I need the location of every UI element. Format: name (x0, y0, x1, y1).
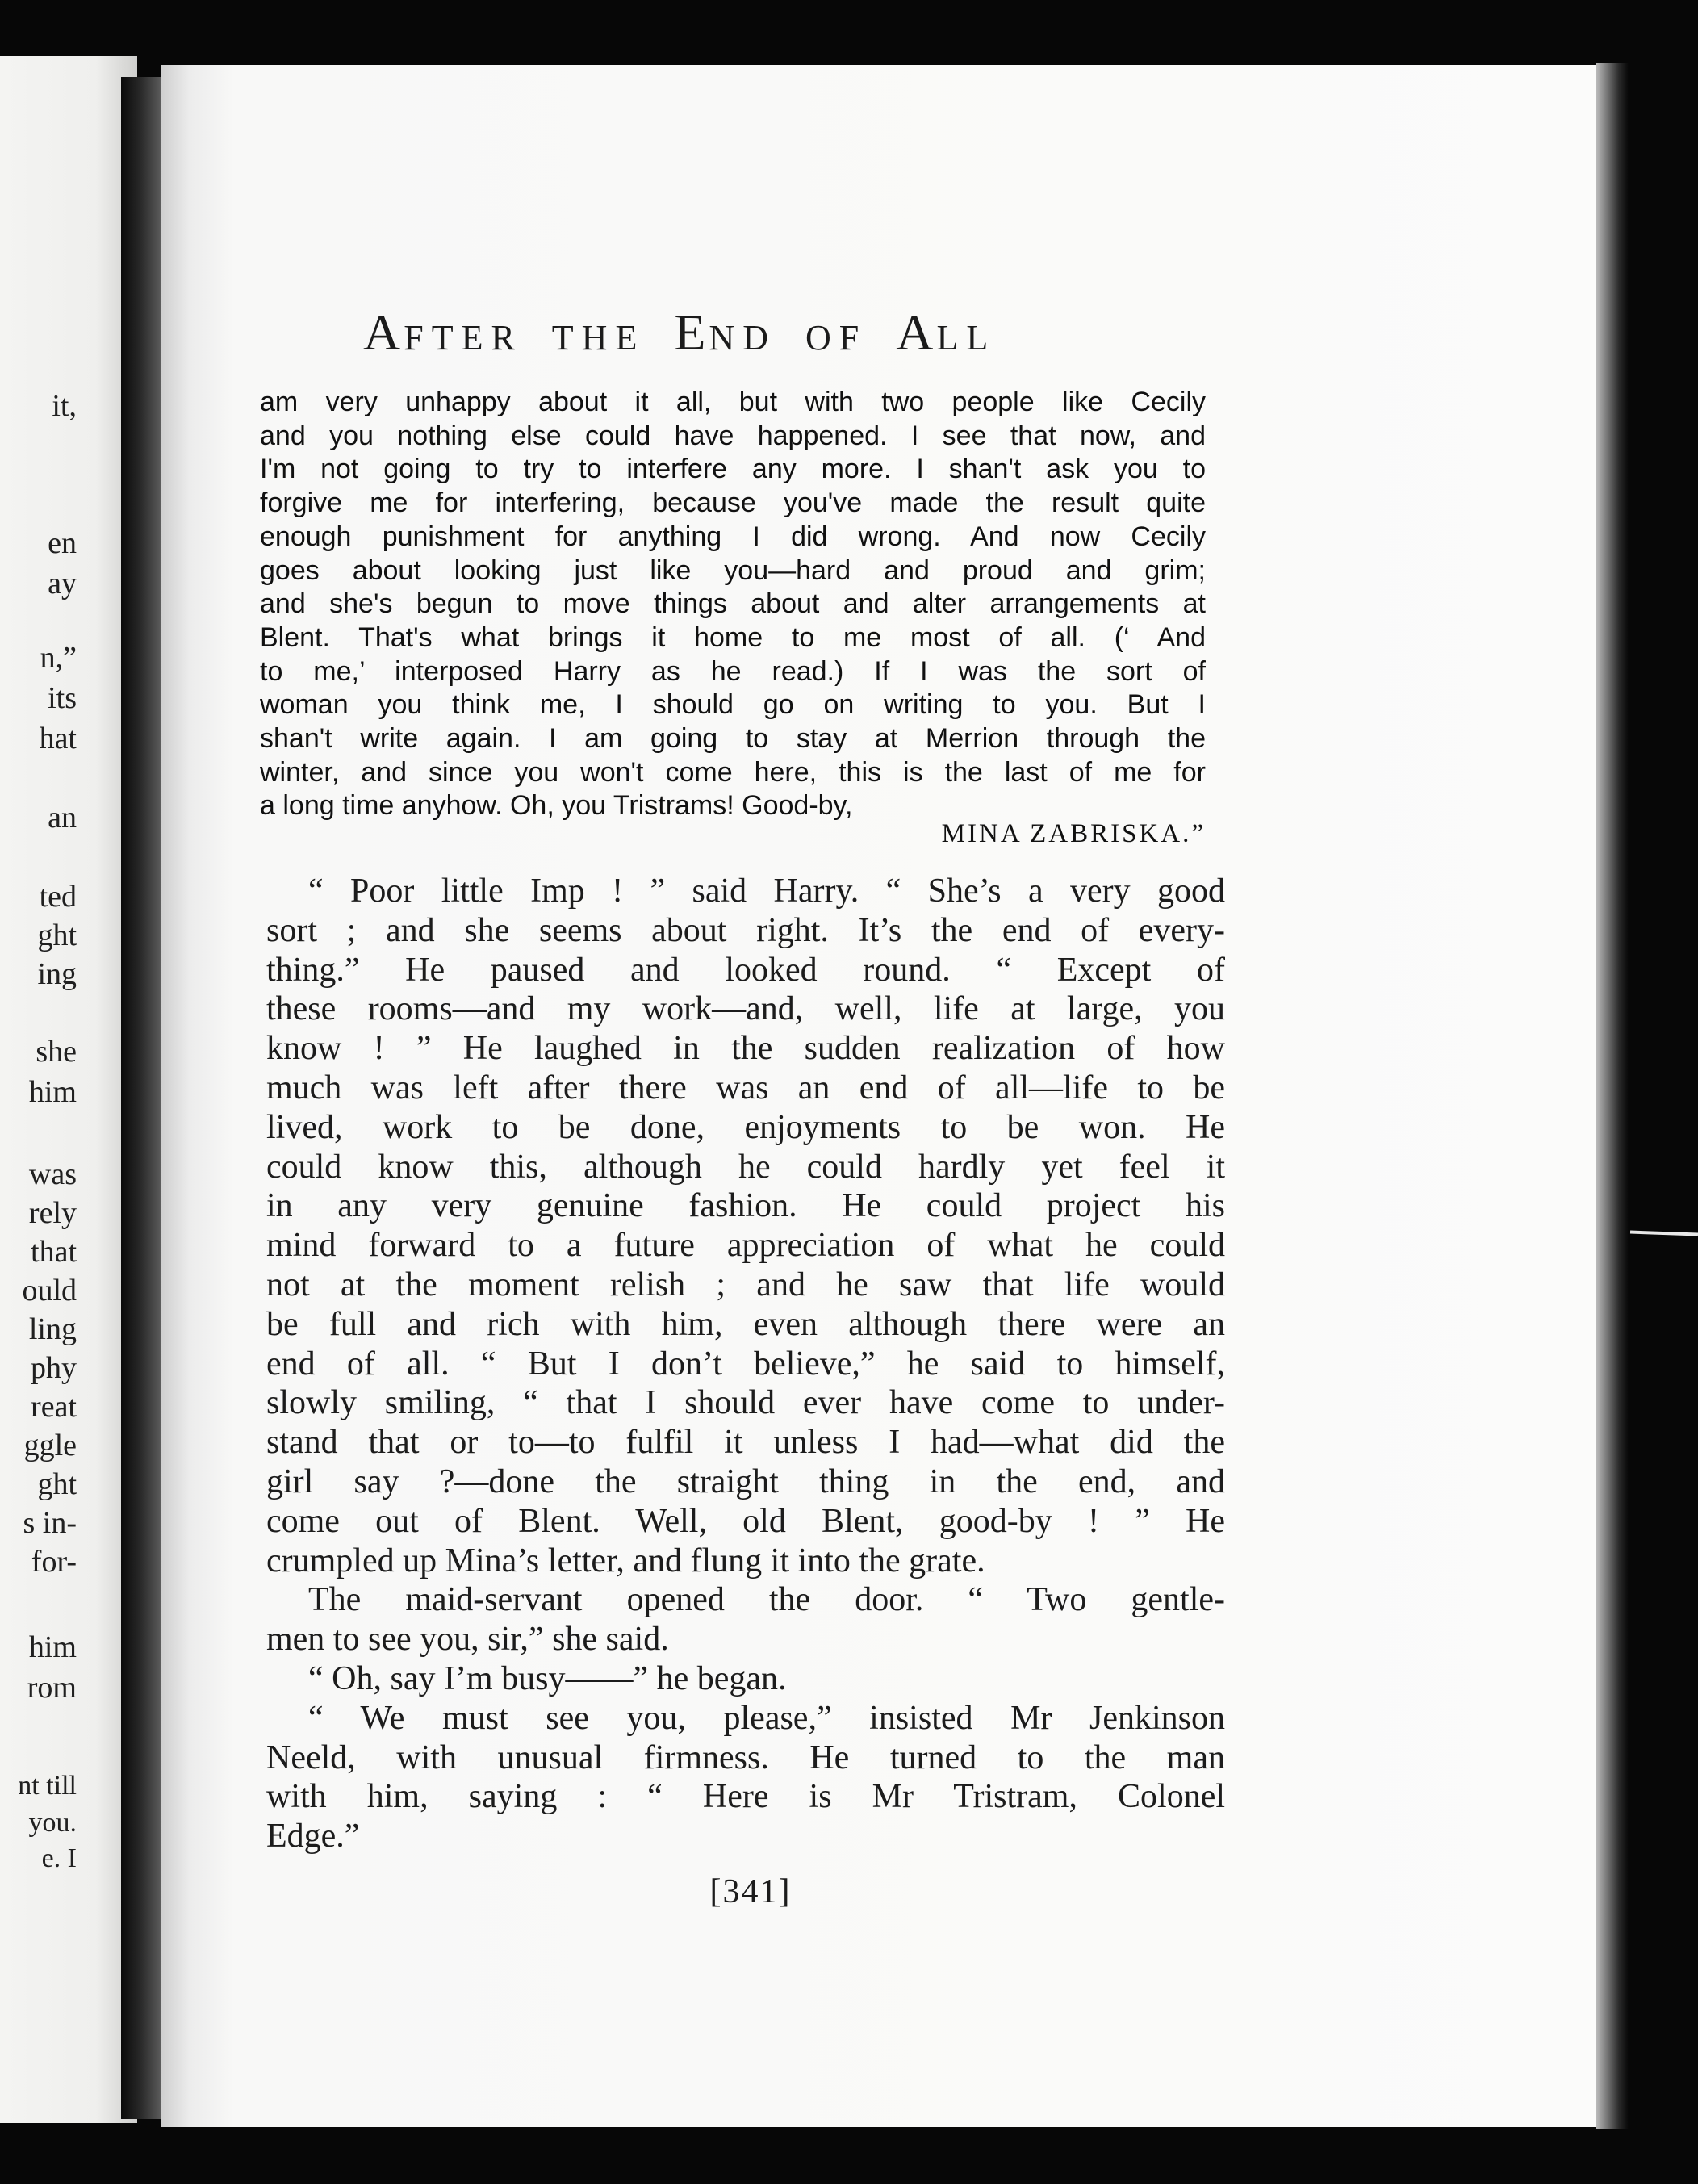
letter-line: I'm not going to try to interfere any more. I shan't ask you to (260, 454, 1206, 485)
body-line: end of all. “ But I don’t believe,” he said to himself, (266, 1345, 1225, 1383)
left-page-fragment: phy (31, 1351, 77, 1385)
left-page-fragment: e. I (41, 1843, 77, 1873)
letter-line: enough punishment for anything I did wrong. And now Cecily (260, 521, 1206, 552)
left-page-fragment: en (48, 526, 77, 560)
running-head-part: A (896, 303, 937, 361)
body-line: men to see you, sir,” she said. (266, 1621, 669, 1659)
left-page-fragment: hat (39, 722, 77, 755)
body-line: know ! ” He laughed in the sudden realization of how (266, 1030, 1225, 1068)
left-page-fragment: him (28, 1630, 77, 1664)
running-head-part: OF (805, 318, 868, 358)
left-page-fragment: was (28, 1157, 77, 1191)
left-page-fragment: s in- (23, 1506, 77, 1540)
left-page-fragment: ould (22, 1274, 77, 1307)
left-page-fragment: you. (28, 1808, 77, 1838)
left-page-fragment: him (28, 1075, 77, 1109)
body-line: thing.” He paused and looked round. “ Except of (266, 951, 1225, 989)
left-page-fragment: it, (52, 389, 77, 423)
left-page (0, 56, 137, 2123)
body-line: could know this, although he could hardly yet feel it (266, 1148, 1225, 1186)
left-page-fragment: an (48, 801, 77, 835)
letter-line: am very unhappy about it all, but with two people like Cecily (260, 387, 1206, 417)
left-page-fragment: nt till (18, 1771, 77, 1801)
left-page-fragment: its (48, 681, 77, 715)
body-line: The maid-servant opened the door. “ Two gentle- (308, 1581, 1225, 1619)
body-line: “ Poor little Imp ! ” said Harry. “ She’s a very good (308, 872, 1225, 910)
scan-mark (1630, 1231, 1698, 1236)
body-line: lived, work to be done, enjoyments to be won. He (266, 1108, 1225, 1146)
body-line: girl say ?—done the straight thing in the end, and (266, 1462, 1225, 1500)
left-page-fragment: reat (31, 1390, 77, 1424)
left-page-fragment: ing (37, 957, 77, 991)
left-page-fragment: ay (48, 567, 77, 600)
left-page-fragment: ght (37, 918, 77, 952)
body-line: sort ; and she seems about right. It’s the end of every- (266, 911, 1225, 949)
body-text (266, 872, 1225, 1856)
body-line: “ We must see you, please,” insisted Mr Jenkinson (308, 1699, 1225, 1737)
left-page-fragment: she (36, 1035, 77, 1069)
body-line: these rooms—and my work—and, well, life at large, you (266, 990, 1225, 1028)
page-edge-shadow (1596, 63, 1629, 2129)
page-number: [341] (709, 1873, 792, 1910)
letter-line: a long time anyhow. Oh, you Tristrams! Good-by, (260, 790, 853, 822)
left-page-fragment: for- (31, 1545, 77, 1579)
letter-line: and she's begun to move things about and alter arrangements at (260, 588, 1206, 620)
body-line: Edge.” (266, 1818, 360, 1856)
running-head-part: THE (551, 318, 646, 358)
running-head (363, 303, 1089, 362)
running-head-part: E (674, 303, 709, 361)
body-line: “ Oh, say I’m busy——” he began. (308, 1659, 787, 1697)
running-head-part: ND (709, 318, 776, 358)
running-head-part: FTER (404, 318, 523, 358)
letter-line: shan't write again. I am going to stay at Merrion through the (260, 723, 1206, 755)
body-line: crumpled up Mina’s letter, and flung it into the grate. (266, 1542, 985, 1579)
body-line: slowly smiling, “ that I should ever have come to under- (266, 1384, 1225, 1422)
body-line: in any very genuine fashion. He could project his (266, 1187, 1225, 1225)
left-page-fragment: ght (37, 1467, 77, 1501)
letter-line: and you nothing else could have happened. I see that now, and (260, 420, 1206, 451)
letter-line: woman you think me, I should go on writing to you. But I (260, 689, 1206, 721)
body-line: come out of Blent. Well, old Blent, good-by ! ” He (266, 1502, 1225, 1540)
body-line: not at the moment relish ; and he saw that life would (266, 1266, 1225, 1303)
letter-line: goes about looking just like you—hard and proud and grim; (260, 554, 1206, 586)
letter-line: to me,’ interposed Harry as he read.) If I was the sort of (260, 655, 1206, 687)
left-page-fragment: ggle (23, 1429, 77, 1462)
body-line: much was left after there was an end of all—life to be (266, 1069, 1225, 1107)
letter-line: forgive me for interfering, because you've made the result quite (260, 487, 1206, 519)
body-line: stand that or to—to fulfil it unless I had—what did the (266, 1424, 1225, 1462)
body-line: with him, saying : “ Here is Mr Tristram, Colonel (266, 1778, 1225, 1816)
body-line: mind forward to a future appreciation of what he could (266, 1227, 1225, 1265)
letter-signature: MINA ZABRISKA.” (941, 819, 1206, 848)
left-page-fragment: rely (28, 1196, 77, 1230)
letter-line: Blent. That's what brings it home to me most of all. (‘ And (260, 621, 1206, 653)
left-page-fragment: ling (28, 1312, 77, 1346)
running-head-part: LL (936, 318, 997, 358)
left-page-fragment: ted (39, 880, 77, 914)
body-line: be full and rich with him, even although there were an (266, 1305, 1225, 1343)
letter-block (260, 386, 1206, 848)
body-line: Neeld, with unusual firmness. He turned to the man (266, 1738, 1225, 1776)
letter-line: winter, and since you won't come here, this is the last of me for (260, 756, 1206, 788)
left-page-fragment: that (31, 1235, 77, 1269)
running-head-part: A (363, 303, 404, 361)
left-page-fragment: rom (27, 1671, 77, 1705)
left-page-fragment: n,” (40, 641, 77, 675)
